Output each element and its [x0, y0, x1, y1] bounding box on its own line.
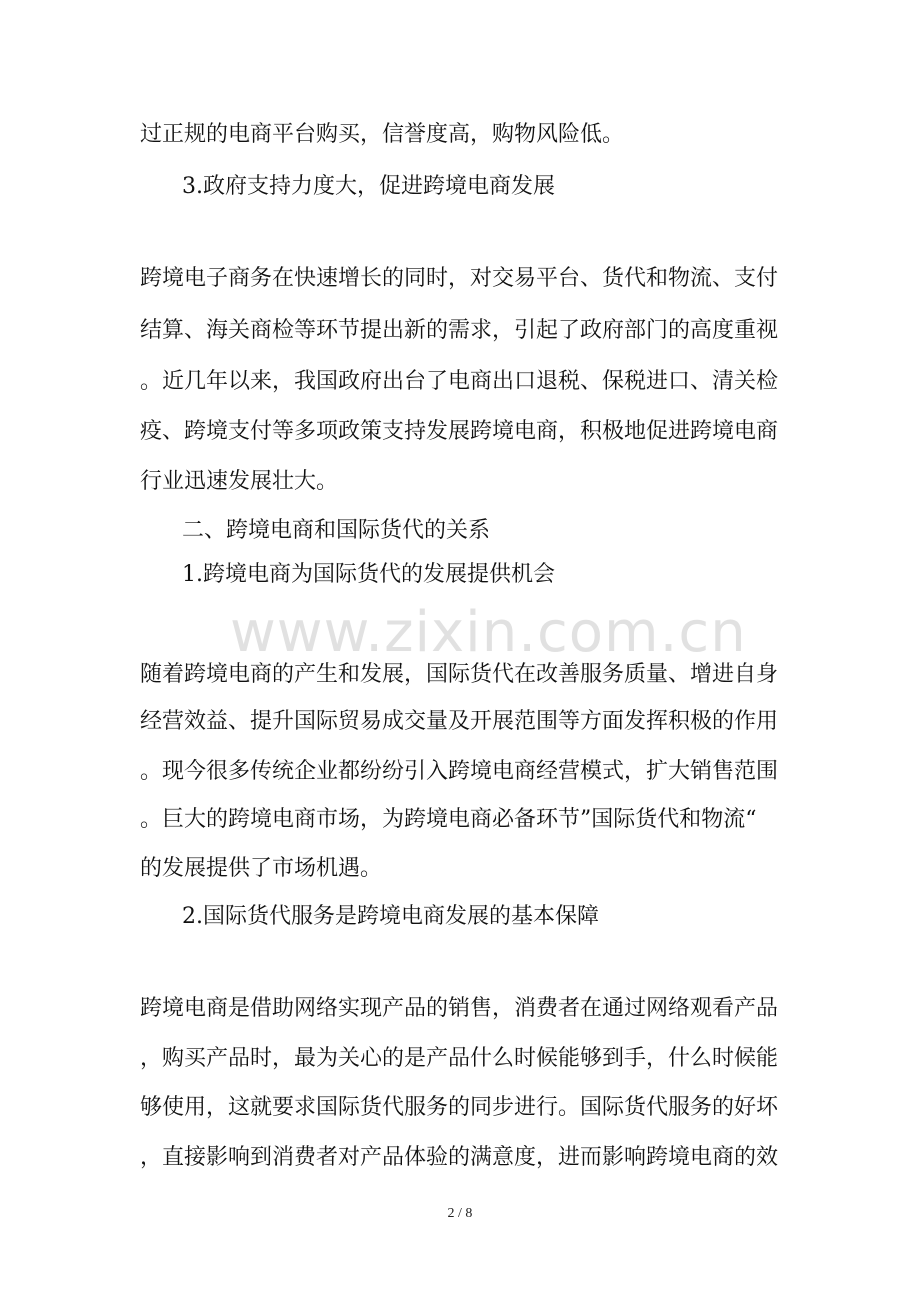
text-line: ，购买产品时，最为关心的是产品什么时候能够到手，什么时候能 — [140, 1046, 779, 1071]
text-line: 。近几年以来，我国政府出台了电商出口退税、保税进口、清关检 — [140, 369, 779, 394]
watermark: www.zixin.com.cn — [230, 600, 747, 665]
text-line: 跨境电商是借助网络实现产品的销售，消费者在通过网络观看产品 — [140, 996, 779, 1021]
text-line: ，直接影响到消费者对产品体验的满意度，进而影响跨境电商的效 — [140, 1145, 779, 1170]
section-heading: 3.政府支持力度大，促进跨境电商发展 — [182, 174, 555, 199]
text-line: 过正规的电商平台购买，信誉度高，购物风险低。 — [140, 122, 625, 147]
text-line: 经营效益、提升国际贸易成交量及开展范围等方面发挥积极的作用 — [140, 709, 779, 734]
text-line: 疫、跨境支付等多项政策支持发展跨境电商，积极地促进跨境电商 — [140, 419, 779, 444]
section-heading: 二、跨境电商和国际货代的关系 — [182, 518, 491, 543]
text-line: 随着跨境电商的产生和发展，国际货代在改善服务质量、增进自身 — [140, 662, 779, 687]
text-line: 行业迅速发展壮大。 — [140, 469, 339, 494]
section-heading: 2.国际货代服务是跨境电商发展的基本保障 — [182, 904, 599, 929]
page-number: 2 / 8 — [447, 1206, 473, 1221]
text-line: 。巨大的跨境电商市场，为跨境电商必备环节”国际货代和物流“ — [140, 807, 757, 832]
text-line: 。现今很多传统企业都纷纷引入跨境电商经营模式，扩大销售范围 — [140, 759, 779, 784]
section-heading: 1.跨境电商为国际货代的发展提供机会 — [182, 562, 555, 587]
text-line: 跨境电子商务在快速增长的同时，对交易平台、货代和物流、支付 — [140, 266, 779, 291]
text-line: 结算、海关商检等环节提出新的需求，引起了政府部门的高度重视 — [140, 318, 779, 343]
text-line: 够使用，这就要求国际货代服务的同步进行。国际货代服务的好坏 — [140, 1095, 779, 1120]
text-line: 的发展提供了市场机遇。 — [140, 856, 383, 881]
